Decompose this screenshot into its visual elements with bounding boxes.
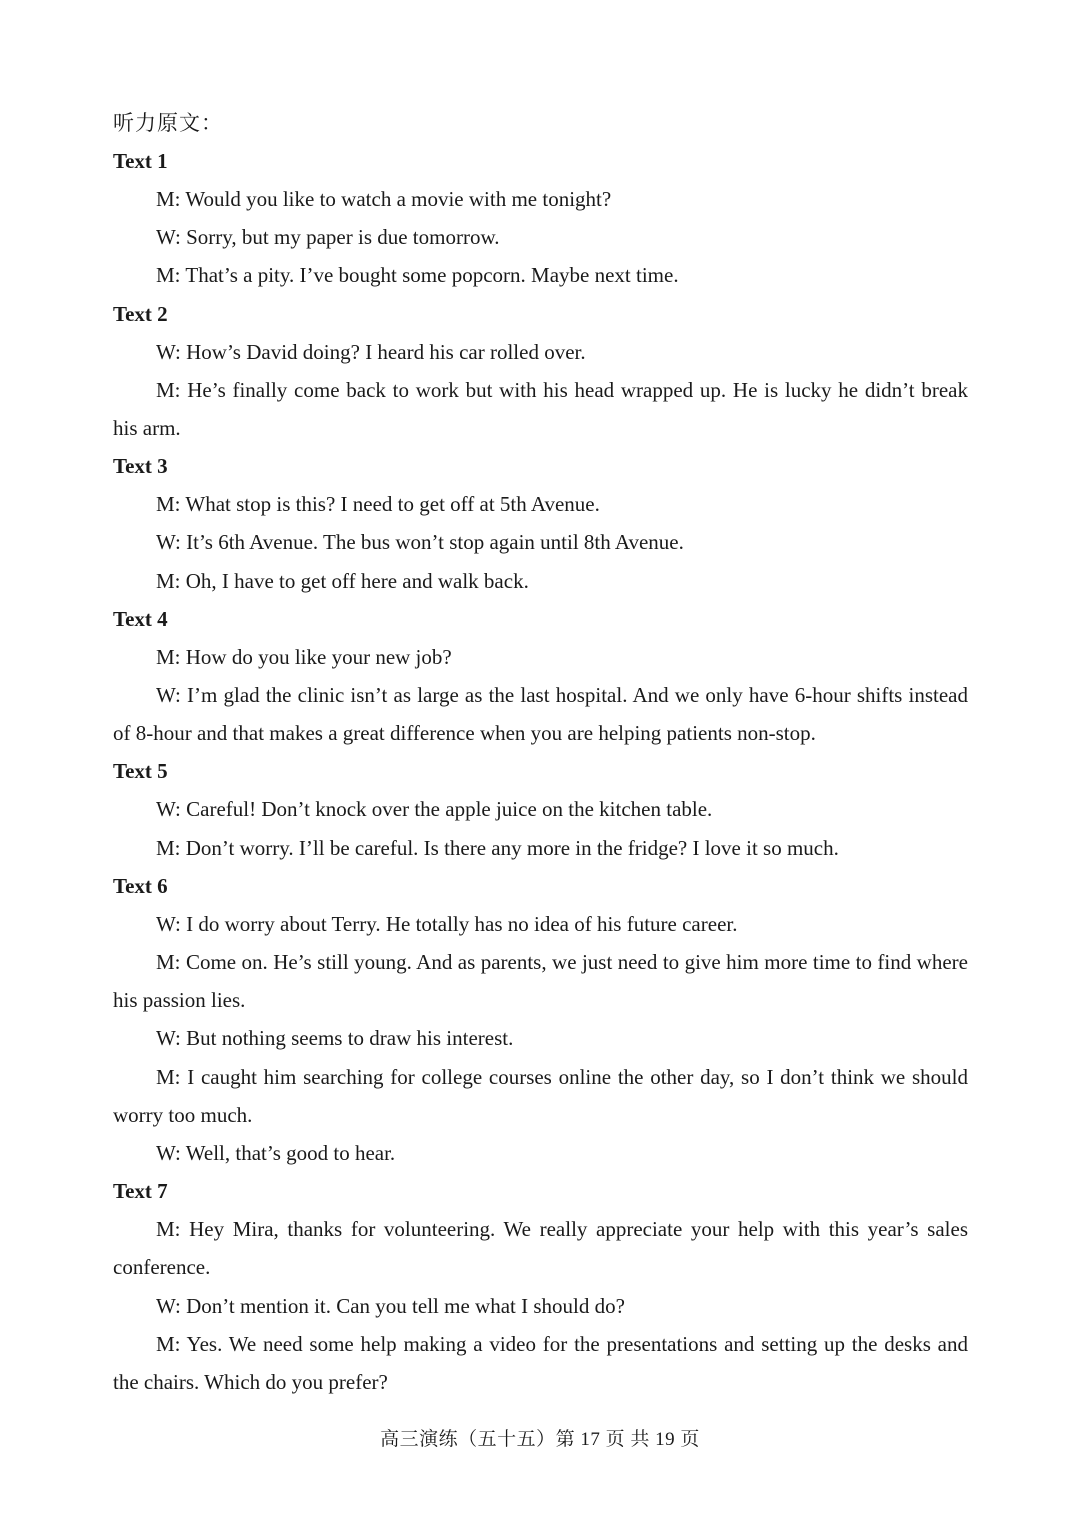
section-text-4 [113,600,968,753]
section-title: Text 6 [113,873,168,898]
dialogue-line: W: Careful! Don’t knock over the apple juice on the kitchen table. [156,797,713,822]
dialogue-line: W: But nothing seems to draw his interest. [156,1026,514,1051]
dialogue-line: M: Would you like to watch a movie with me tonight? [156,187,612,211]
dialogue-line: M: I caught him searching for college courses online the other day, so I don’t think we should worry too much. [113,1064,968,1127]
dialogue-line: M: Don’t worry. I’ll be careful. Is there any more in the fridge? I love it so much. [156,835,839,860]
page-footer: 高三演练（五十五）第 17 页 共 19 页 [380,1429,700,1450]
section-text-1 [113,142,968,295]
dialogue-line: W: Sorry, but my paper is due tomorrow. [156,225,500,250]
dialogue-line: W: I do worry about Terry. He totally has no idea of his future career. [156,911,738,936]
section-text-2 [113,295,968,448]
section-title: Text 5 [113,759,168,784]
section-title: Text 1 [113,149,168,173]
page-heading: 听力原文： [113,111,223,135]
section-text-7 [113,1172,968,1401]
dialogue-line: M: Yes. We need some help making a video for the presentations and setting up the desks and the chairs. Which do you prefer? [113,1331,968,1395]
dialogue-line: M: How do you like your new job? [156,644,452,669]
section-title: Text 3 [113,454,168,479]
dialogue-line: M: Come on. He’s still young. And as parents, we just need to give him more time to find where his passion lies. [113,950,968,1013]
section-text-5 [113,752,968,866]
dialogue-line: M: What stop is this? I need to get off at 5th Avenue. [156,492,600,517]
section-text-6 [113,867,968,1172]
dialogue-line: W: How’s David doing? I heard his car rolled over. [156,339,586,364]
dialogue-line: W: Well, that’s good to hear. [156,1141,396,1166]
dialogue-line: M: That’s a pity. I’ve bought some popcorn. Maybe next time. [156,263,679,288]
section-text-3 [113,447,968,600]
dialogue-line: M: Oh, I have to get off here and walk back. [156,568,529,593]
dialogue-line: M: He’s finally come back to work but with his head wrapped up. He is lucky he didn’t break his arm. [113,377,968,441]
section-title: Text 2 [113,301,168,326]
dialogue-line: W: It’s 6th Avenue. The bus won’t stop again until 8th Avenue. [156,530,684,555]
dialogue-line: M: Hey Mira, thanks for volunteering. We really appreciate your help with this year’s sales conference. [113,1217,968,1280]
section-title: Text 7 [113,1179,168,1204]
section-title: Text 4 [113,606,168,631]
transcript-body [113,104,968,1401]
dialogue-line: W: Don’t mention it. Can you tell me what I should do? [156,1293,625,1318]
dialogue-line: W: I’m glad the clinic isn’t as large as the last hospital. And we only have 6-hour shifts instead of 8-hour and that makes a great difference when you are helping patients non-stop. [113,683,968,746]
